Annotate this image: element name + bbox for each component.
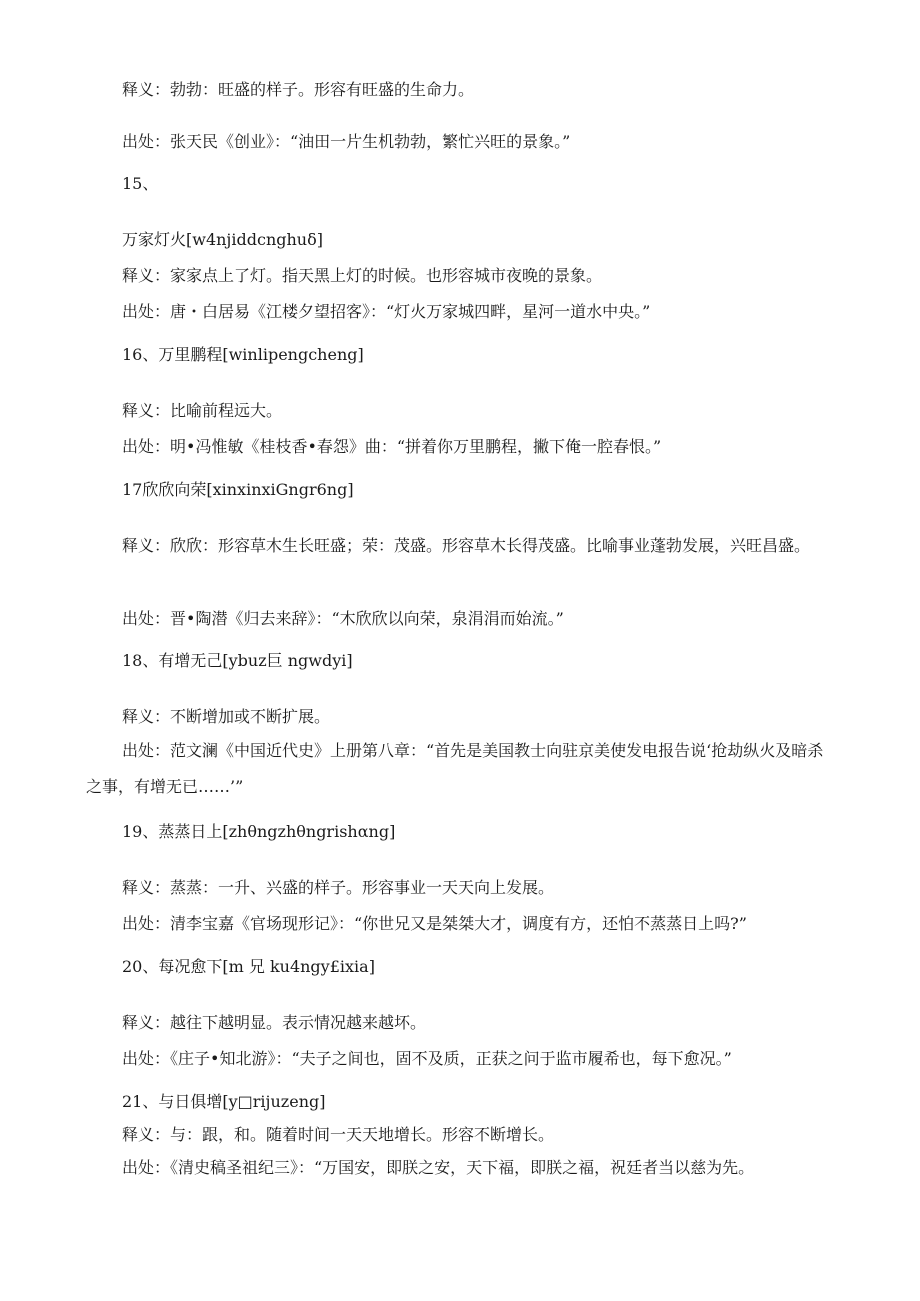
- entry-16-source: 出处：明•冯惟敏《桂枝香•春怨》曲：“拼着你万里鹏程，撇下俺一腔春恨。”: [122, 437, 662, 456]
- entry-21-title: 21、与日俱增[y□rijuzeng]: [122, 1092, 326, 1111]
- entry-18-title: 18、有增无己[ybuz巨 ngwdyi]: [122, 651, 353, 670]
- entry-14-meaning: 释义：勃勃：旺盛的样子。形容有旺盛的生命力。: [122, 80, 475, 99]
- entry-20-meaning: 释义：越往下越明显。表示情况越来越坏。: [122, 1013, 427, 1032]
- entry-15-title: 万家灯火[w4njiddcnghuδ]: [122, 230, 323, 249]
- entry-18-meaning: 释义：不断增加或不断扩展。: [122, 707, 331, 726]
- entry-19-meaning: 释义：蒸蒸：一升、兴盛的样子。形容事业一天天向上发展。: [122, 878, 555, 897]
- entry-15-meaning: 释义：家家点上了灯。指天黑上灯的时候。也形容城市夜晚的景象。: [122, 266, 603, 285]
- entry-16-meaning: 释义：比喻前程远大。: [122, 401, 283, 420]
- entry-18-source: 出处：范文澜《中国近代史》上册第八章：“首先是美国教士向驻京美使发电报告说‘抢劫纵火及暗杀之事，有增无已……’”: [86, 741, 824, 796]
- entry-15-source: 出处：唐・白居易《江楼夕望招客》：“灯火万家城四畔，星河一道水中央。”: [122, 302, 651, 321]
- entry-21-source: 出处：《清史稿圣祖纪三》：“万国安，即朕之安，天下福，即朕之福，祝廷者当以慈为先。: [122, 1158, 755, 1177]
- entry-16-title: 16、万里鹏程[winlipengcheng]: [122, 345, 364, 364]
- entry-20-title: 20、每况愈下[m 兄 ku4ngy£ixia]: [122, 957, 375, 976]
- entry-15-number: 15、: [122, 174, 159, 193]
- entry-20-source: 出处：《庄子•知北游》：“夫子之间也，固不及质，正获之问于监市履希也，每下愈况。”: [122, 1049, 732, 1068]
- entry-17-source: 出处：晋•陶潜《归去来辞》：“木欣欣以向荣，泉涓涓而始流。”: [122, 609, 564, 628]
- entry-19-source: 出处：清李宝嘉《官场现形记》：“你世兄又是桀桀大才，调度有方，还怕不蒸蒸日上吗?”: [122, 914, 747, 933]
- entry-17-title: 17欣欣向荣[xinxinxiGngr6ng]: [122, 480, 354, 499]
- entry-17-meaning: 释义：欣欣：形容草木生长旺盛；荣：茂盛。形容草木长得茂盛。比喻事业蓬勃发展，兴旺昌盛。: [122, 536, 811, 555]
- entry-14-source: 出处：张天民《创业》：“油田一片生机勃勃，繁忙兴旺的景象。”: [122, 132, 571, 151]
- entry-21-meaning: 释义：与：跟，和。随着时间一天天地增长。形容不断增长。: [122, 1125, 555, 1144]
- entry-19-title: 19、蒸蒸日上[zhθngzhθngrishαng]: [122, 822, 396, 841]
